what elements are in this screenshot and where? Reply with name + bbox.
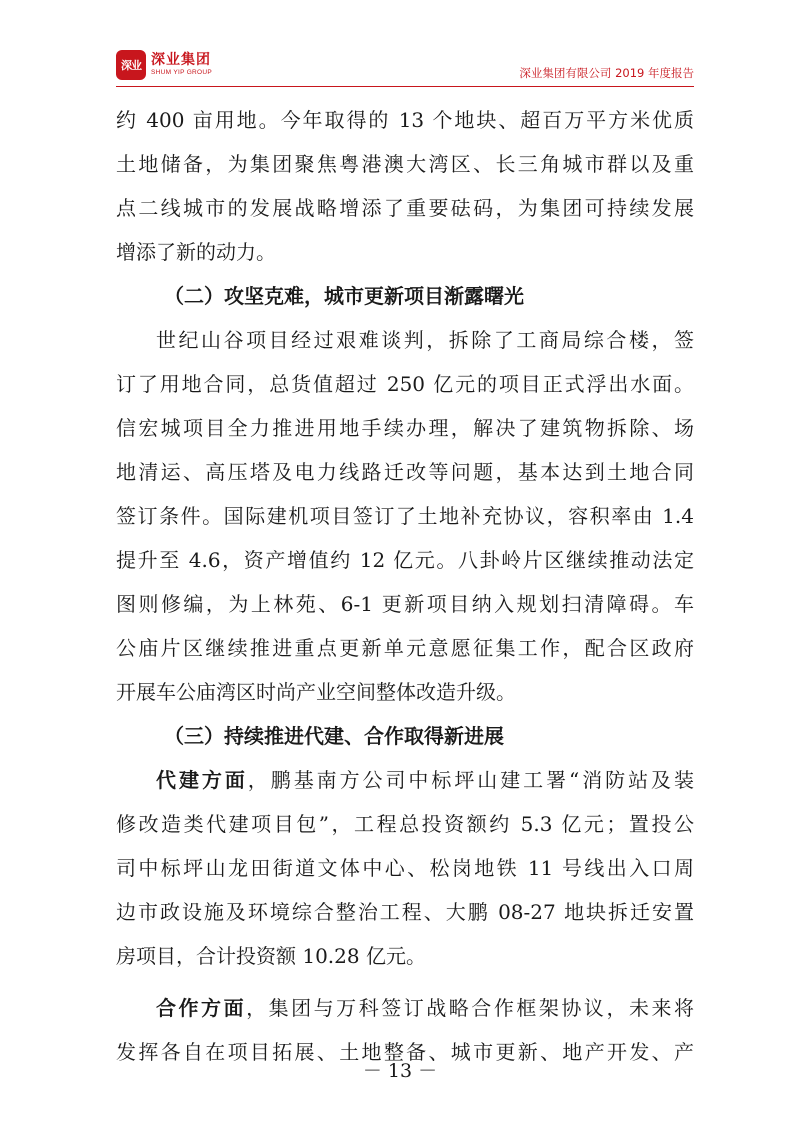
text-line: 约 400 亩用地。今年取得的 13 个地块、超百万平方米优质 <box>116 108 694 132</box>
text-line: 开展车公庙湾区时尚产业空间整体改造升级。 <box>116 680 516 704</box>
text-line: 世纪山谷项目经过艰难谈判，拆除了工商局综合楼，签 <box>156 328 694 352</box>
text-line: 信宏城项目全力推进用地手续办理，解决了建筑物拆除、场 <box>116 416 694 440</box>
paragraph-urban-renewal <box>116 318 694 714</box>
company-logo <box>116 50 212 80</box>
lead-term: 合作方面 <box>156 996 247 1020</box>
text-line: 增添了新的动力。 <box>116 240 276 264</box>
text-line: 提升至 4.6，资产增值约 12 亿元。八卦岭片区继续推动法定 <box>116 548 694 572</box>
page-number: － 13 － <box>362 1060 438 1082</box>
text-line: 订了用地合同，总货值超过 250 亿元的项目正式浮出水面。 <box>116 372 694 396</box>
text-line: 地清运、高压塔及电力线路迁改等问题，基本达到土地合同 <box>116 460 694 484</box>
logo-chinese-name: 深业集团 <box>151 52 211 69</box>
text-line: 修改造类代建项目包”，工程总投资额约 5.3 亿元；置投公 <box>116 812 694 836</box>
text-line: 土地储备，为集团聚焦粤港澳大湾区、长三角城市群以及重 <box>116 152 694 176</box>
page-header <box>116 50 694 84</box>
text-line: 图则修编，为上林苑、6-1 更新项目纳入规划扫清障碍。车 <box>116 592 694 616</box>
section-heading-agency-construction: （三）持续推进代建、合作取得新进展 <box>164 724 504 748</box>
text-fragment: ，集团与万科签订战略合作框架协议，未来将 <box>246 996 695 1020</box>
report-title: 深业集团有限公司 2019 年度报告 <box>519 66 694 80</box>
text-line: 签订条件。国际建机项目签订了土地补充协议，容积率由 1.4 <box>116 504 694 528</box>
logo-mark: 深业 <box>116 50 146 80</box>
text-line: 发挥各自在项目拓展、土地整备、城市更新、地产开发、产 <box>116 1040 694 1064</box>
text-line <box>116 986 694 1030</box>
text-line: 公庙片区继续推进重点更新单元意愿征集工作，配合区政府 <box>116 636 694 660</box>
text-line <box>116 758 694 802</box>
text-line: 点二线城市的发展战略增添了重要砝码，为集团可持续发展 <box>116 196 694 220</box>
text-line: 边市政设施及环境综合整治工程、大鹏 08-27 地块拆迁安置 <box>116 900 694 924</box>
document-body <box>116 98 694 1074</box>
paragraph-agency-construction <box>116 758 694 978</box>
section-heading-urban-renewal: （二）攻坚克难，城市更新项目渐露曙光 <box>164 284 524 308</box>
lead-term: 代建方面 <box>156 768 248 792</box>
header-divider <box>116 86 694 87</box>
text-line: 房项目，合计投资额 10.28 亿元。 <box>116 944 426 968</box>
logo-english-name: SHUM YIP GROUP <box>151 69 213 77</box>
text-fragment: ，鹏基南方公司中标坪山建工署“消防站及装 <box>247 768 695 792</box>
paragraph-land-reserve <box>116 98 694 274</box>
text-line: 司中标坪山龙田街道文体中心、松岗地铁 11 号线出入口周 <box>116 856 694 880</box>
